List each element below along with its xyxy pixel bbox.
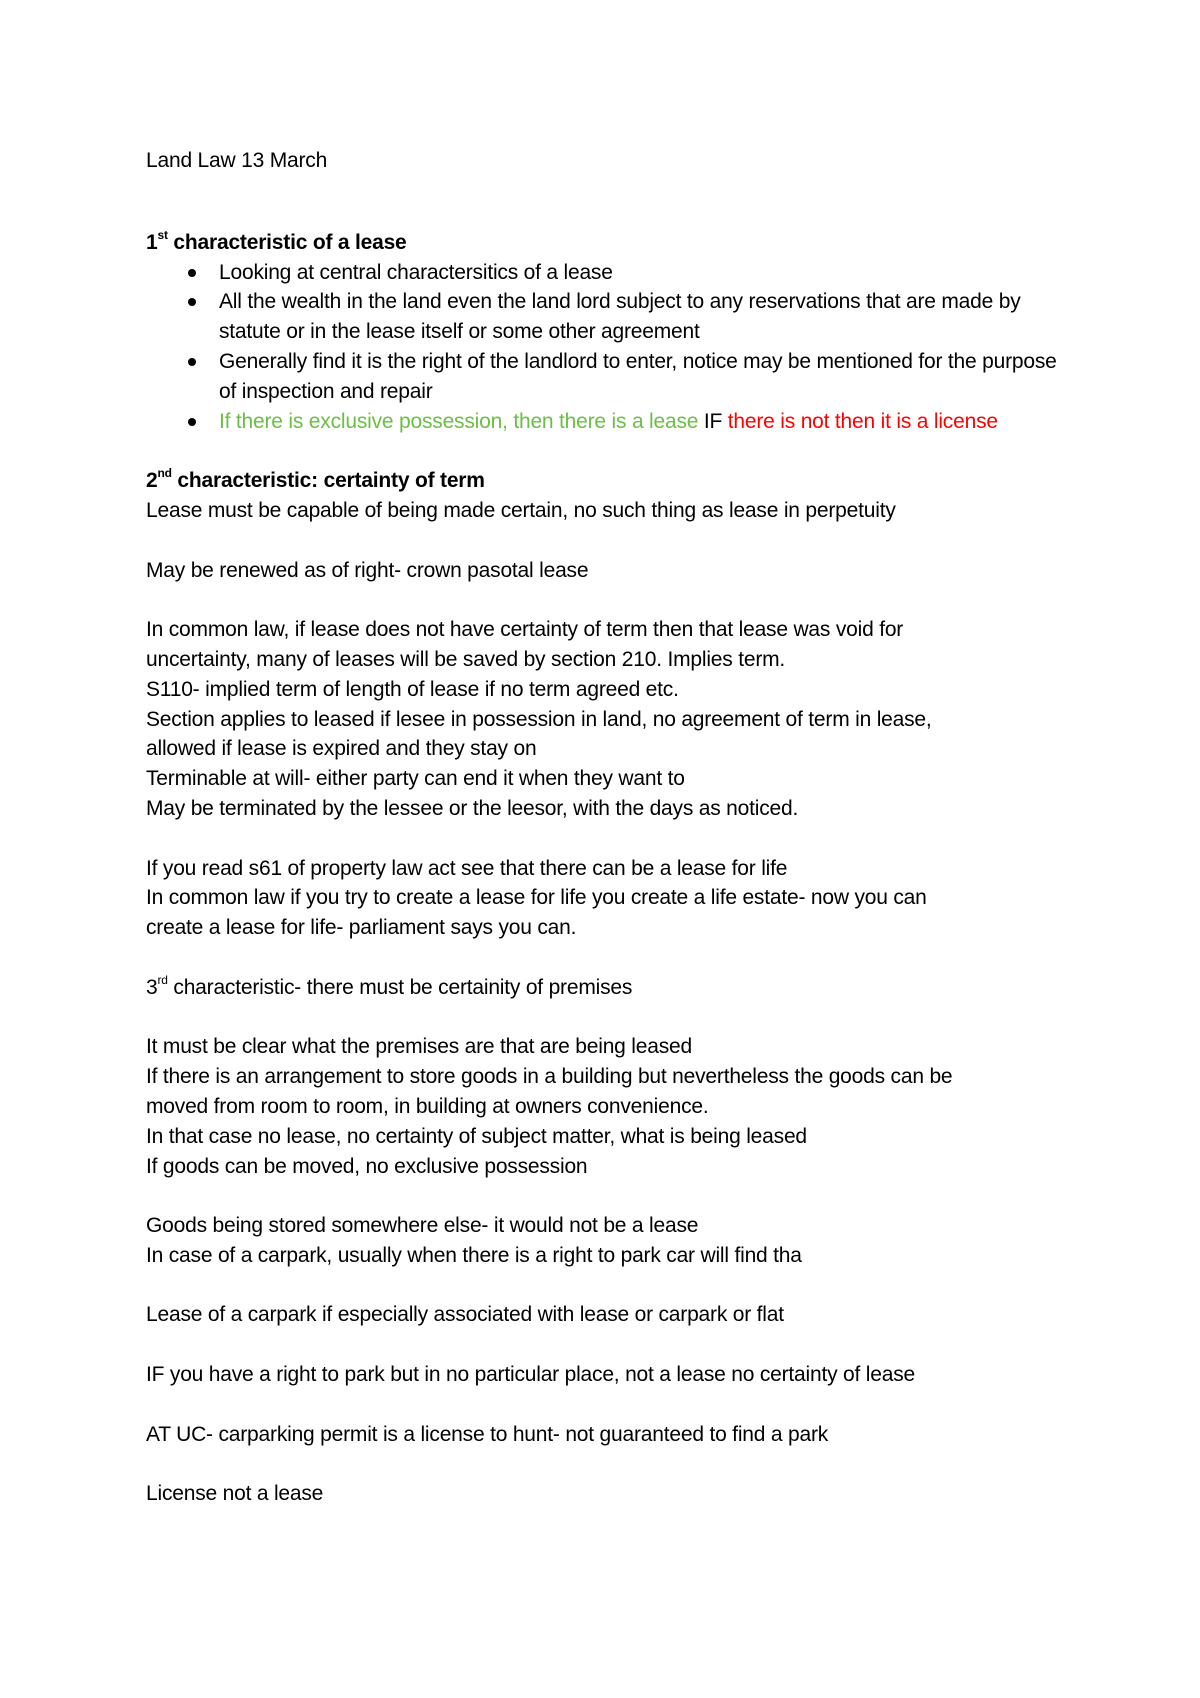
blank-line (146, 1449, 1076, 1479)
section1-bullet-list (146, 258, 1076, 437)
section3-heading (146, 973, 1076, 1003)
text-line: IF you have a right to park but in no particular place, not a lease no certainty of lease (146, 1363, 915, 1387)
section3-ordinal: 3 (146, 975, 158, 999)
text-line: create a lease for life- parliament says you can. (146, 916, 577, 940)
bullet-item (146, 258, 1076, 288)
text-line: In case of a carpark, usually when there is a right to park car will find tha (146, 1243, 802, 1267)
section2-heading (146, 466, 1076, 496)
text-line: May be renewed as of right- crown pasotal lease (146, 558, 589, 582)
blank-line (146, 1390, 1076, 1420)
section2-ordinal-suffix: nd (157, 466, 172, 481)
text-line: May be terminated by the lessee or the leesor, with the days as noticed. (146, 796, 799, 820)
bullet-icon (188, 269, 196, 277)
section3-ordinal-suffix: rd (157, 972, 168, 987)
red-highlight-text: there is not then it is a license (727, 409, 998, 433)
bullet-item (146, 287, 1076, 347)
blank-line (146, 585, 1076, 615)
bullet-item (146, 347, 1076, 407)
text-line: moved from room to room, in building at owners convenience. (146, 1094, 709, 1118)
text-line: Lease of a carpark if especially associated with lease or carpark or flat (146, 1303, 784, 1327)
bullet-icon (188, 358, 196, 366)
document-body (146, 146, 1076, 1509)
text-line: AT UC- carparking permit is a license to hunt- not guaranteed to find a park (146, 1422, 829, 1446)
blank-line (146, 526, 1076, 556)
section2-body (146, 496, 1076, 943)
document-title: Land Law 13 March (146, 149, 328, 172)
text-line: S110- implied term of length of lease if no term agreed etc. (146, 677, 679, 701)
text-line: In that case no lease, no certainty of subject matter, what is being leased (146, 1124, 807, 1148)
bullet-text: Looking at central charactersitics of a lease (219, 260, 613, 284)
blank-line (146, 1181, 1076, 1211)
spacer (146, 176, 1076, 228)
text-line: In common law, if lease does not have certainty of term then that lease was void for (146, 618, 904, 642)
section3-body (146, 1003, 1076, 1510)
text-line: If goods can be moved, no exclusive possession (146, 1154, 588, 1178)
text-line: Terminable at will- either party can end it when they want to (146, 767, 685, 791)
spacer (146, 436, 1076, 466)
section1-ordinal: 1 (146, 230, 158, 254)
section1-heading (146, 228, 1076, 258)
bullet-icon (188, 298, 196, 306)
bullet-text: Generally find it is the right of the landlord to enter, notice may be mentioned for the purpose of inspection and repair (219, 349, 1057, 403)
section1-ordinal-suffix: st (157, 227, 168, 242)
text-line: In common law if you try to create a lease for life you create a life estate- now you can (146, 886, 927, 910)
green-highlight-text: If there is exclusive possession, then there is a lease (219, 409, 699, 433)
blank-line (146, 1330, 1076, 1360)
text-line: License not a lease (146, 1482, 324, 1506)
section3-heading-text: characteristic- there must be certainity of premises (167, 975, 633, 999)
bullet-icon (188, 418, 196, 426)
blank-line (146, 1271, 1076, 1301)
section2-heading-text: characteristic: certainty of term (171, 469, 485, 493)
blank-line (146, 824, 1076, 854)
section2-ordinal: 2 (146, 469, 158, 493)
text-line: Section applies to leased if lesee in possession in land, no agreement of term in lease, (146, 707, 932, 731)
text-line: It must be clear what the premises are that are being leased (146, 1035, 692, 1059)
bullet-item-highlighted (146, 407, 1076, 437)
bullet-connector-text: IF (698, 409, 728, 433)
text-line: If you read s61 of property law act see that there can be a lease for life (146, 856, 788, 880)
section1-heading-text: characteristic of a lease (167, 230, 407, 254)
text-line: If there is an arrangement to store goods in a building but nevertheless the goods can be (146, 1065, 953, 1089)
text-line: uncertainty, many of leases will be saved by section 210. Implies term. (146, 647, 786, 671)
spacer (146, 943, 1076, 973)
text-line: allowed if lease is expired and they stay on (146, 737, 537, 761)
text-line: Goods being stored somewhere else- it would not be a lease (146, 1214, 699, 1238)
bullet-text: All the wealth in the land even the land lord subject to any reservations that are made by statute or in the lease itself or some other agreement (219, 290, 1021, 344)
blank-line (146, 1003, 1076, 1033)
text-line: Lease must be capable of being made certain, no such thing as lease in perpetuity (146, 498, 896, 522)
